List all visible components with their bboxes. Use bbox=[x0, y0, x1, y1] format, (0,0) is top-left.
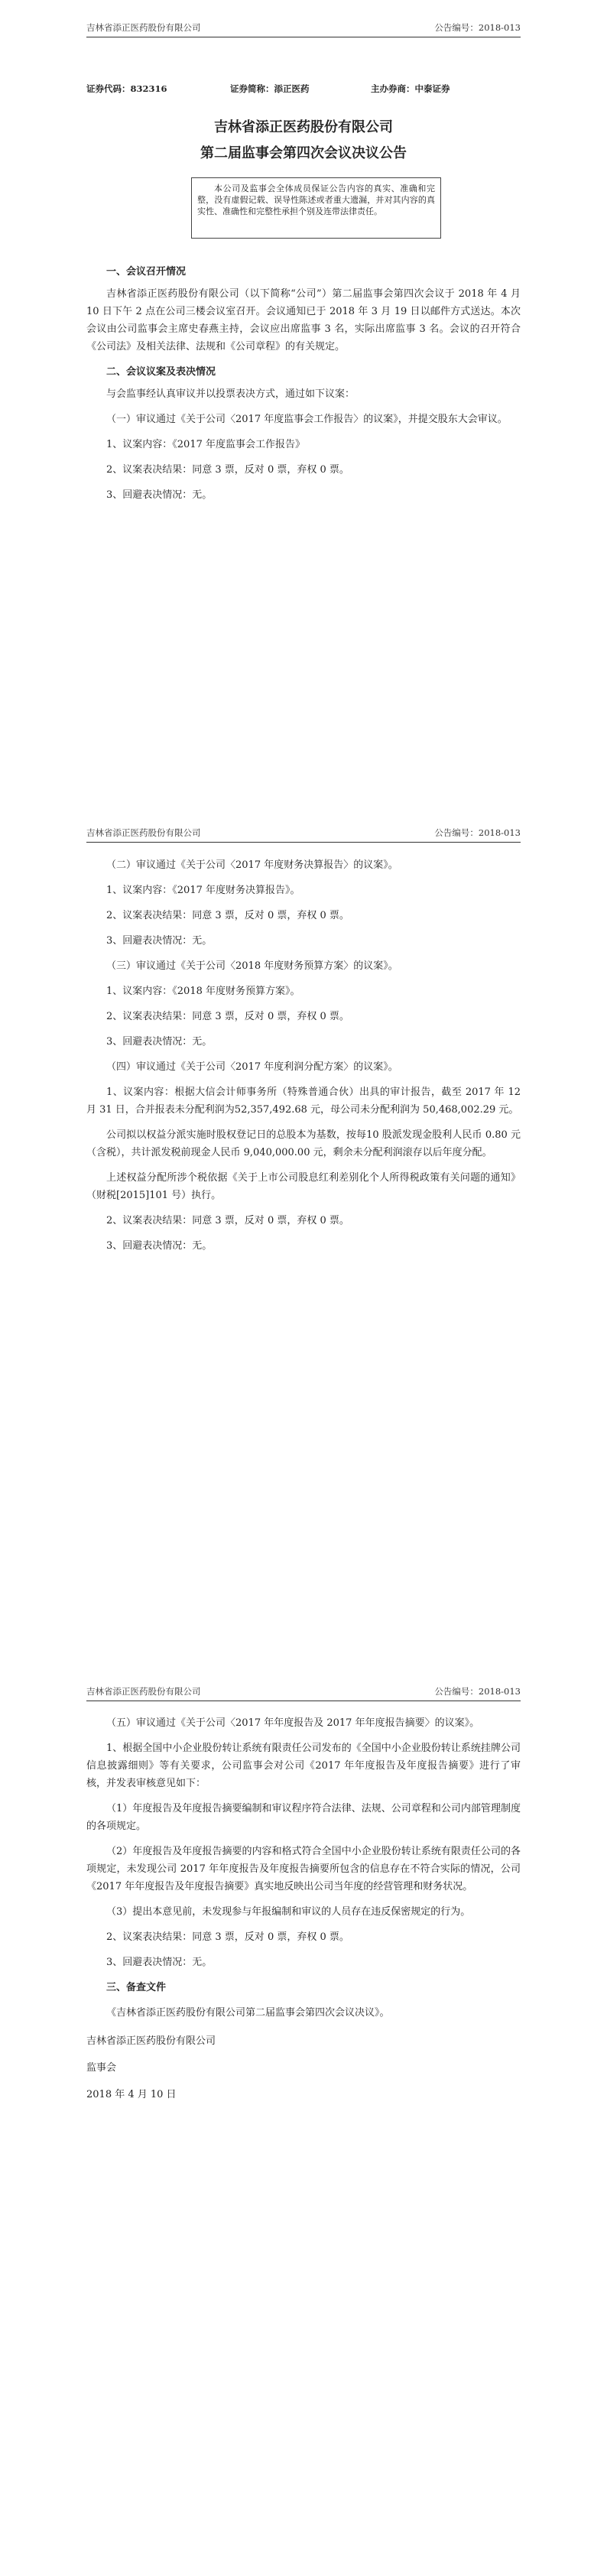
paragraph: （三）审议通过《关于公司〈2018 年度财务预算方案〉的议案》。 bbox=[106, 960, 398, 972]
header-company: 吉林省添正医药股份有限公司 bbox=[86, 22, 201, 33]
paragraph: 1、议案内容：根据大信会计师事务所（特殊普通合伙）出具的审计报告，截至 2017 年 12 月 31 日，合并报表未分配利润为52,357,492.68 元，母公司未分配利润为 50,468,002.29 元。 bbox=[86, 1087, 521, 1116]
header-notice-no: 公告编号：2018-013 bbox=[434, 1686, 521, 1697]
paragraph: 公司拟以权益分派实施时股权登记日的总股本为基数，按每10 股派发现金股利人民币 0.80 元（含税），共计派发税前现金人民币 9,040,000.00 元，剩余未分配利润滚存以后年度分配。 bbox=[86, 1129, 521, 1158]
page-header bbox=[86, 20, 521, 37]
paragraph: （3）提出本意见前，未发现参与年报编制和审议的人员存在违反保密规定的行为。 bbox=[106, 1906, 471, 1918]
paragraph: 2、议案表决结果：同意 3 票，反对 0 票，弃权 0 票。 bbox=[106, 464, 349, 476]
signature-board: 监事会 bbox=[86, 2062, 117, 2074]
header-company: 吉林省添正医药股份有限公司 bbox=[86, 827, 201, 838]
paragraph: （2）年度报告及年度报告摘要的内容和格式符合全国中小企业股份转让系统有限责任公司的各项规定，未发现公司 2017 年年度报告及年度报告摘要所包含的信息存在不符合实际的情况，公司《2017 年年度报告及年度报告摘要》真实地反映出公司当年度的经营管理和财务状况。 bbox=[86, 1846, 521, 1892]
page-header bbox=[86, 825, 521, 843]
paragraph: 2、议案表决结果：同意 3 票，反对 0 票，弃权 0 票。 bbox=[106, 1215, 349, 1226]
section-heading: 一、会议召开情况 bbox=[106, 266, 187, 278]
paragraph: 1、议案内容：《2017 年度财务决算报告》。 bbox=[106, 885, 300, 896]
page-header bbox=[86, 1684, 521, 1701]
page-1 bbox=[0, 0, 607, 859]
paragraph: 3、回避表决情况：无。 bbox=[106, 489, 213, 501]
header-notice-no: 公告编号：2018-013 bbox=[434, 827, 521, 838]
signature-company: 吉林省添正医药股份有限公司 bbox=[86, 2035, 216, 2047]
header-company: 吉林省添正医药股份有限公司 bbox=[86, 1686, 201, 1697]
paragraph: 2、议案表决结果：同意 3 票，反对 0 票，弃权 0 票。 bbox=[106, 910, 349, 921]
paragraph: 1、议案内容：《2017 年度监事会工作报告》 bbox=[106, 439, 305, 450]
doc-title: 第二届监事会第四次会议决议公告 bbox=[200, 145, 407, 161]
notice-box bbox=[191, 177, 441, 239]
page-2-body bbox=[86, 856, 521, 1255]
paragraph: 吉林省添正医药股份有限公司（以下简称“公司”）第二届监事会第四次会议于 2018 年 4 月 10 日下午 2 点在公司三楼会议室召开。会议通知已于 2018 年 3 月 19 日以邮件方式送达。本次会议由公司监事会主席史春燕主持，会议应出席监事 3 名，实际出席监事 3 名。会议的召开符合《公司法》及相关法律、法规和《公司章程》的有关规定。 bbox=[86, 288, 521, 352]
signature-date: 2018 年 4 月 10 日 bbox=[86, 2089, 177, 2100]
paragraph: （1）年度报告及年度报告摘要编制和审议程序符合法律、法规、公司章程和公司内部管理制度的各项规定。 bbox=[86, 1803, 521, 1832]
paragraph: 与会监事经认真审议并以投票表决方式，通过如下议案： bbox=[106, 388, 355, 400]
paragraph: 3、回避表决情况：无。 bbox=[106, 1957, 213, 1968]
security-abbr: 证券简称：添正医药 bbox=[230, 83, 310, 94]
paragraph: 2、议案表决结果：同意 3 票，反对 0 票，弃权 0 票。 bbox=[106, 1011, 349, 1022]
paragraph: （二）审议通过《关于公司〈2017 年度财务决算报告〉的议案》。 bbox=[106, 859, 398, 871]
paragraph: 2、议案表决结果：同意 3 票，反对 0 票，弃权 0 票。 bbox=[106, 1931, 349, 1943]
section-heading: 二、会议议案及表决情况 bbox=[106, 366, 216, 378]
paragraph: 《吉林省添正医药股份有限公司第二届监事会第四次会议决议》。 bbox=[106, 2007, 390, 2019]
paragraph: 3、回避表决情况：无。 bbox=[106, 935, 213, 947]
paragraph: 3、回避表决情况：无。 bbox=[106, 1240, 213, 1252]
paragraph: 1、议案内容：《2018 年度财务预算方案》。 bbox=[106, 986, 300, 997]
paragraph: 上述权益分配所涉个税依据《关于上市公司股息红利差别化个人所得税政策有关问题的通知》（财税[2015]101 号）执行。 bbox=[86, 1172, 521, 1201]
security-code: 证券代码：832316 bbox=[86, 83, 167, 94]
page-3-body bbox=[86, 1714, 521, 2103]
paragraph: 3、回避表决情况：无。 bbox=[106, 1036, 213, 1048]
notice-text: 本公司及监事会全体成员保证公告内容的真实、准确和完整，没有虚假记载、误导性陈述或者重大遗漏，并对其内容的真实性、准确性和完整性承担个别及连带法律责任。 bbox=[197, 184, 435, 216]
paragraph: （四）审议通过《关于公司〈2017 年度利润分配方案〉的议案》。 bbox=[106, 1061, 398, 1073]
doc-title-company: 吉林省添正医药股份有限公司 bbox=[214, 119, 393, 135]
paragraph: （一）审议通过《关于公司〈2017 年度监事会工作报告〉的议案》，并提交股东大会审议。 bbox=[106, 414, 508, 425]
section-heading: 三、备查文件 bbox=[106, 1982, 167, 1993]
paragraph: 1、根据全国中小企业股份转让系统有限责任公司发布的《全国中小企业股份转让系统挂牌公司信息披露细则》等有关要求，公司监事会对公司《2017 年年度报告及年度报告摘要》进行了审核，并发表审核意见如下： bbox=[86, 1743, 521, 1789]
paragraph: （五）审议通过《关于公司〈2017 年年度报告及 2017 年年度报告摘要〉的议案》。 bbox=[106, 1717, 480, 1729]
broker: 主办券商：中泰证券 bbox=[371, 83, 450, 94]
page-1-body bbox=[86, 263, 521, 504]
header-notice-no: 公告编号：2018-013 bbox=[434, 22, 521, 33]
